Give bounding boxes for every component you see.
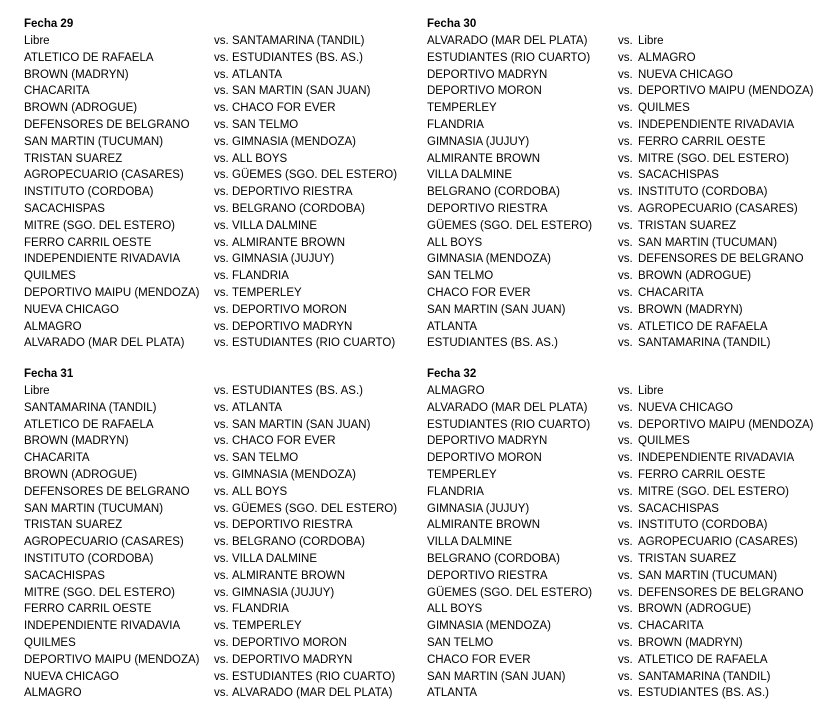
home-team: SAN MARTIN (SAN JUAN)	[427, 670, 566, 683]
home-team: ESTUDIANTES (RIO CUARTO)	[427, 418, 591, 431]
away-team: MITRE (SGO. DEL ESTERO)	[638, 152, 790, 165]
vs-label: vs.	[214, 253, 229, 266]
home-team: ALL BOYS	[427, 603, 483, 616]
vs-label: vs.	[618, 186, 633, 199]
away-team: BROWN (ADROGUE)	[638, 270, 752, 283]
away-team: MITRE (SGO. DEL ESTERO)	[638, 485, 790, 498]
home-team: GIMNASIA (JUJUY)	[427, 502, 530, 515]
home-team: MITRE (SGO. DEL ESTERO)	[24, 586, 176, 599]
vs-label: vs.	[618, 135, 633, 148]
home-team: DEPORTIVO MAIPU (MENDOZA)	[24, 653, 200, 666]
vs-label: vs.	[214, 670, 229, 683]
away-team: SAN TELMO	[232, 118, 299, 131]
home-team: FERRO CARRIL OESTE	[24, 236, 152, 249]
home-team: SAN MARTIN (TUCUMAN)	[24, 502, 164, 515]
away-team: ATLETICO DE RAFAELA	[638, 653, 768, 666]
away-team: ALVARADO (MAR DEL PLATA)	[232, 687, 393, 700]
away-team: TEMPERLEY	[232, 620, 302, 633]
away-team: CHACO FOR EVER	[232, 435, 336, 448]
away-team: Libre	[638, 35, 664, 47]
away-team: DEPORTIVO MADRYN	[232, 653, 353, 666]
home-team: DEPORTIVO MAIPU (MENDOZA)	[24, 286, 200, 299]
away-team: SANTAMARINA (TANDIL)	[638, 670, 771, 683]
home-team: ALMAGRO	[427, 385, 485, 397]
away-team: ESTUDIANTES (RIO CUARTO)	[232, 670, 396, 683]
vs-label: vs.	[618, 152, 633, 165]
vs-label: vs.	[618, 401, 633, 414]
away-team: SAN MARTIN (TUCUMAN)	[638, 569, 778, 582]
away-team: NUEVA CHICAGO	[638, 68, 733, 81]
vs-label: vs.	[618, 270, 633, 283]
home-team: SACACHISPAS	[24, 569, 105, 582]
home-team: FERRO CARRIL OESTE	[24, 603, 152, 616]
home-team: GIMNASIA (MENDOZA)	[427, 620, 551, 633]
away-team: SANTAMARINA (TANDIL)	[638, 337, 771, 350]
vs-label: vs.	[618, 435, 633, 448]
home-team: ALVARADO (MAR DEL PLATA)	[427, 401, 588, 414]
home-team: DEFENSORES DE BELGRANO	[24, 485, 190, 498]
home-team: BELGRANO (CORDOBA)	[427, 552, 560, 565]
away-team: FERRO CARRIL OESTE	[638, 468, 766, 481]
home-team: ALMAGRO	[24, 687, 82, 700]
away-team: TRISTAN SUAREZ	[638, 552, 737, 565]
away-team: BELGRANO (CORDOBA)	[232, 202, 365, 215]
home-team: AGROPECUARIO (CASARES)	[24, 536, 184, 549]
home-team: ALL BOYS	[427, 236, 483, 249]
home-team: DEPORTIVO MADRYN	[427, 68, 548, 81]
vs-label: vs.	[618, 468, 633, 481]
home-team: TRISTAN SUAREZ	[24, 152, 123, 165]
vs-label: vs.	[214, 452, 229, 465]
vs-label: vs.	[214, 303, 229, 316]
away-team: TEMPERLEY	[232, 286, 302, 299]
away-team: DEPORTIVO RIESTRA	[232, 519, 353, 532]
away-team: TRISTAN SUAREZ	[638, 219, 737, 232]
home-team: CHACO FOR EVER	[427, 653, 531, 666]
vs-label: vs.	[618, 418, 633, 431]
vs-label: vs.	[214, 85, 229, 98]
home-team: GIMNASIA (MENDOZA)	[427, 253, 551, 266]
vs-label: vs.	[214, 169, 229, 182]
home-team: ESTUDIANTES (BS. AS.)	[427, 337, 558, 350]
away-team: ESTUDIANTES (BS. AS.)	[638, 687, 769, 700]
vs-label: vs.	[618, 670, 633, 683]
home-team: DEPORTIVO MORON	[427, 452, 542, 465]
away-team: NUEVA CHICAGO	[638, 401, 733, 414]
away-team: GIMNASIA (MENDOZA)	[232, 135, 356, 148]
home-team: INDEPENDIENTE RIVADAVIA	[24, 253, 181, 266]
vs-label: vs.	[618, 385, 633, 397]
vs-label: vs.	[618, 118, 633, 131]
away-team: ALMIRANTE BROWN	[232, 569, 346, 582]
away-team: DEPORTIVO MORON	[232, 303, 347, 316]
vs-label: vs.	[214, 636, 229, 649]
home-team: QUILMES	[24, 270, 76, 283]
vs-label: vs.	[214, 401, 229, 414]
home-team: BROWN (ADROGUE)	[24, 102, 138, 115]
away-team: BELGRANO (CORDOBA)	[232, 536, 365, 549]
home-team: TEMPERLEY	[427, 468, 497, 481]
away-team: SACACHISPAS	[638, 169, 719, 182]
home-team: ATLETICO DE RAFAELA	[24, 51, 154, 64]
away-team: SAN TELMO	[232, 452, 299, 465]
vs-label: vs.	[214, 603, 229, 616]
vs-label: vs.	[618, 536, 633, 549]
vs-label: vs.	[214, 118, 229, 131]
away-team: INSTITUTO (CORDOBA)	[638, 186, 768, 199]
vs-label: vs.	[214, 687, 229, 700]
home-team: ATLETICO DE RAFAELA	[24, 418, 154, 431]
fecha-title: Fecha 31	[24, 368, 74, 380]
home-team: Libre	[24, 385, 50, 397]
vs-label: vs.	[618, 653, 633, 666]
home-team: BROWN (MADRYN)	[24, 68, 129, 81]
vs-label: vs.	[214, 202, 229, 215]
vs-label: vs.	[618, 636, 633, 649]
vs-label: vs.	[214, 135, 229, 148]
vs-label: vs.	[214, 653, 229, 666]
away-team: ALMIRANTE BROWN	[232, 236, 346, 249]
vs-label: vs.	[214, 536, 229, 549]
away-team: GIMNASIA (JUJUY)	[232, 253, 335, 266]
home-team: Libre	[24, 35, 50, 47]
home-team: VILLA DALMINE	[427, 536, 513, 549]
away-team: ESTUDIANTES (RIO CUARTO)	[232, 337, 396, 350]
home-team: DEPORTIVO RIESTRA	[427, 202, 548, 215]
vs-label: vs.	[618, 219, 633, 232]
vs-label: vs.	[214, 435, 229, 448]
vs-label: vs.	[618, 603, 633, 616]
home-team: DEPORTIVO MORON	[427, 85, 542, 98]
vs-label: vs.	[618, 502, 633, 515]
home-team: DEFENSORES DE BELGRANO	[24, 118, 190, 131]
vs-label: vs.	[214, 270, 229, 283]
away-team: ATLETICO DE RAFAELA	[638, 320, 768, 333]
away-team: DEPORTIVO MAIPU (MENDOZA)	[638, 85, 814, 98]
vs-label: vs.	[618, 687, 633, 700]
home-team: SAN MARTIN (SAN JUAN)	[427, 303, 566, 316]
away-team: SAN MARTIN (SAN JUAN)	[232, 418, 371, 431]
vs-label: vs.	[214, 552, 229, 565]
away-team: VILLA DALMINE	[232, 552, 318, 565]
home-team: INSTITUTO (CORDOBA)	[24, 186, 154, 199]
home-team: ATLANTA	[427, 320, 478, 333]
vs-label: vs.	[618, 85, 633, 98]
vs-label: vs.	[214, 468, 229, 481]
away-team: DEPORTIVO MAIPU (MENDOZA)	[638, 418, 814, 431]
away-team: CHACARITA	[638, 620, 704, 633]
home-team: INSTITUTO (CORDOBA)	[24, 552, 154, 565]
home-team: GÜEMES (SGO. DEL ESTERO)	[427, 219, 593, 232]
away-team: FERRO CARRIL OESTE	[638, 135, 766, 148]
fecha-title: Fecha 30	[427, 18, 477, 30]
away-team: GÜEMES (SGO. DEL ESTERO)	[232, 169, 398, 182]
home-team: SAN MARTIN (TUCUMAN)	[24, 135, 164, 148]
away-team: GIMNASIA (MENDOZA)	[232, 468, 356, 481]
vs-label: vs.	[618, 620, 633, 633]
home-team: BROWN (ADROGUE)	[24, 468, 138, 481]
home-team: SAN TELMO	[427, 270, 494, 283]
home-team: DEPORTIVO MADRYN	[427, 435, 548, 448]
home-team: ESTUDIANTES (RIO CUARTO)	[427, 51, 591, 64]
away-team: QUILMES	[638, 435, 690, 448]
home-team: MITRE (SGO. DEL ESTERO)	[24, 219, 176, 232]
vs-label: vs.	[618, 586, 633, 599]
home-team: SAN TELMO	[427, 636, 494, 649]
away-team: AGROPECUARIO (CASARES)	[638, 536, 798, 549]
away-team: ALL BOYS	[232, 485, 288, 498]
vs-label: vs.	[214, 519, 229, 532]
home-team: ALVARADO (MAR DEL PLATA)	[24, 337, 185, 350]
away-team: ESTUDIANTES (BS. AS.)	[232, 51, 363, 64]
vs-label: vs.	[618, 320, 633, 333]
vs-label: vs.	[618, 337, 633, 350]
vs-label: vs.	[214, 236, 229, 249]
home-team: NUEVA CHICAGO	[24, 303, 119, 316]
vs-label: vs.	[214, 152, 229, 165]
away-team: FLANDRIA	[232, 270, 289, 283]
away-team: ALL BOYS	[232, 152, 288, 165]
vs-label: vs.	[214, 586, 229, 599]
vs-label: vs.	[214, 286, 229, 299]
vs-label: vs.	[214, 186, 229, 199]
home-team: TRISTAN SUAREZ	[24, 519, 123, 532]
home-team: VILLA DALMINE	[427, 169, 513, 182]
away-team: DEFENSORES DE BELGRANO	[638, 253, 804, 266]
away-team: SACACHISPAS	[638, 502, 719, 515]
vs-label: vs.	[214, 337, 229, 350]
away-team: GIMNASIA (JUJUY)	[232, 586, 335, 599]
away-team: DEPORTIVO MADRYN	[232, 320, 353, 333]
home-team: CHACO FOR EVER	[427, 286, 531, 299]
vs-label: vs.	[214, 219, 229, 232]
away-team: BROWN (MADRYN)	[638, 636, 743, 649]
home-team: FLANDRIA	[427, 485, 484, 498]
home-team: ALMIRANTE BROWN	[427, 152, 541, 165]
vs-label: vs.	[618, 569, 633, 582]
away-team: SAN MARTIN (TUCUMAN)	[638, 236, 778, 249]
home-team: CHACARITA	[24, 452, 90, 465]
away-team: ATLANTA	[232, 401, 283, 414]
away-team: SAN MARTIN (SAN JUAN)	[232, 85, 371, 98]
vs-label: vs.	[618, 485, 633, 498]
fecha-title: Fecha 32	[427, 368, 477, 380]
away-team: SANTAMARINA (TANDIL)	[232, 35, 365, 47]
home-team: SANTAMARINA (TANDIL)	[24, 401, 157, 414]
vs-label: vs.	[618, 169, 633, 182]
vs-label: vs.	[618, 236, 633, 249]
home-team: BELGRANO (CORDOBA)	[427, 186, 560, 199]
vs-label: vs.	[214, 68, 229, 81]
home-team: NUEVA CHICAGO	[24, 670, 119, 683]
fecha-title: Fecha 29	[24, 18, 74, 30]
vs-label: vs.	[214, 51, 229, 64]
away-team: CHACARITA	[638, 286, 704, 299]
home-team: ALVARADO (MAR DEL PLATA)	[427, 35, 588, 47]
home-team: ALMIRANTE BROWN	[427, 519, 541, 532]
vs-label: vs.	[214, 35, 229, 47]
home-team: GÜEMES (SGO. DEL ESTERO)	[427, 586, 593, 599]
vs-label: vs.	[618, 51, 633, 64]
away-team: DEPORTIVO RIESTRA	[232, 186, 353, 199]
home-team: INDEPENDIENTE RIVADAVIA	[24, 620, 181, 633]
home-team: QUILMES	[24, 636, 76, 649]
vs-label: vs.	[618, 102, 633, 115]
home-team: ATLANTA	[427, 687, 478, 700]
away-team: BROWN (MADRYN)	[638, 303, 743, 316]
home-team: AGROPECUARIO (CASARES)	[24, 169, 184, 182]
vs-label: vs.	[618, 452, 633, 465]
away-team: AGROPECUARIO (CASARES)	[638, 202, 798, 215]
home-team: GIMNASIA (JUJUY)	[427, 135, 530, 148]
home-team: ALMAGRO	[24, 320, 82, 333]
away-team: DEFENSORES DE BELGRANO	[638, 586, 804, 599]
vs-label: vs.	[214, 418, 229, 431]
vs-label: vs.	[618, 303, 633, 316]
vs-label: vs.	[618, 68, 633, 81]
home-team: BROWN (MADRYN)	[24, 435, 129, 448]
home-team: SACACHISPAS	[24, 202, 105, 215]
vs-label: vs.	[618, 519, 633, 532]
away-team: INSTITUTO (CORDOBA)	[638, 519, 768, 532]
away-team: CHACO FOR EVER	[232, 102, 336, 115]
away-team: ATLANTA	[232, 68, 283, 81]
away-team: BROWN (ADROGUE)	[638, 603, 752, 616]
away-team: INDEPENDIENTE RIVADAVIA	[638, 452, 795, 465]
home-team: DEPORTIVO RIESTRA	[427, 569, 548, 582]
vs-label: vs.	[618, 35, 633, 47]
home-team: TEMPERLEY	[427, 102, 497, 115]
away-team: VILLA DALMINE	[232, 219, 318, 232]
vs-label: vs.	[214, 385, 229, 397]
home-team: FLANDRIA	[427, 118, 484, 131]
away-team: QUILMES	[638, 102, 690, 115]
home-team: CHACARITA	[24, 85, 90, 98]
away-team: GÜEMES (SGO. DEL ESTERO)	[232, 502, 398, 515]
vs-label: vs.	[214, 320, 229, 333]
away-team: DEPORTIVO MORON	[232, 636, 347, 649]
vs-label: vs.	[618, 253, 633, 266]
away-team: INDEPENDIENTE RIVADAVIA	[638, 118, 795, 131]
away-team: ESTUDIANTES (BS. AS.)	[232, 385, 363, 397]
away-team: ALMAGRO	[638, 51, 696, 64]
vs-label: vs.	[214, 485, 229, 498]
vs-label: vs.	[214, 620, 229, 633]
vs-label: vs.	[618, 552, 633, 565]
away-team: Libre	[638, 385, 664, 397]
away-team: FLANDRIA	[232, 603, 289, 616]
vs-label: vs.	[214, 569, 229, 582]
vs-label: vs.	[618, 286, 633, 299]
vs-label: vs.	[618, 202, 633, 215]
vs-label: vs.	[214, 102, 229, 115]
vs-label: vs.	[214, 502, 229, 515]
